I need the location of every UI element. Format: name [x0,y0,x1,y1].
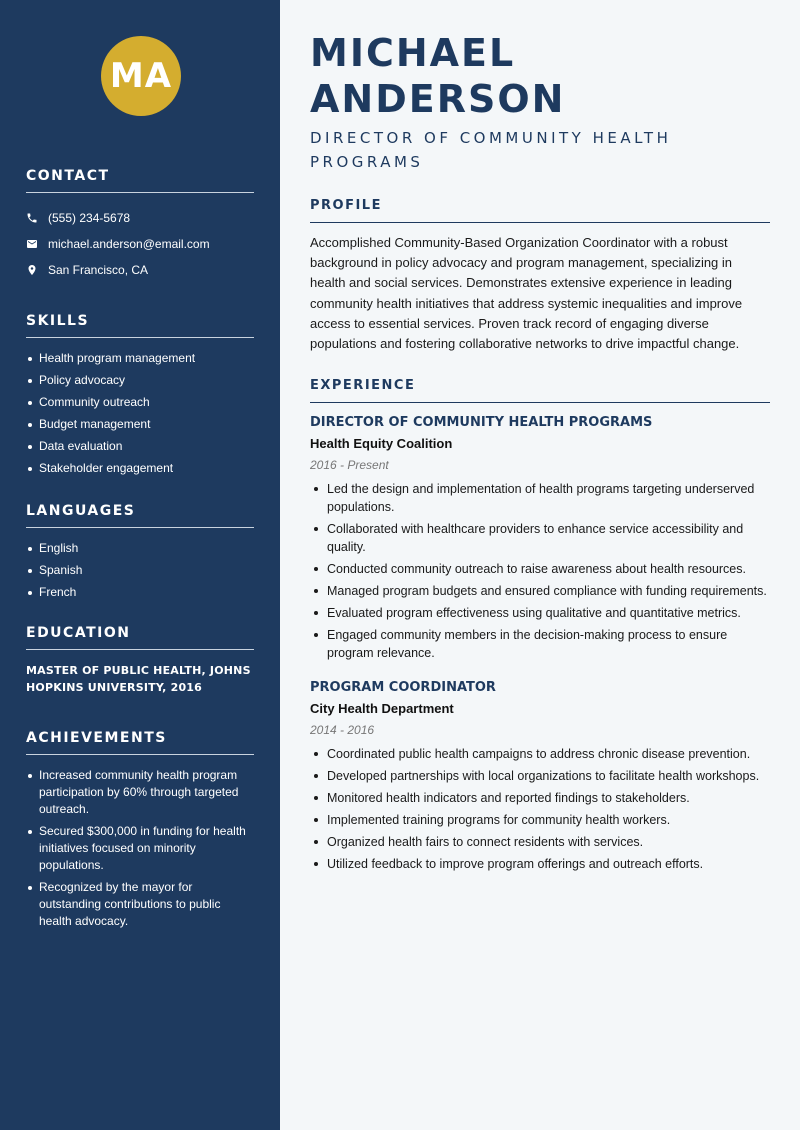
contact-section [26,168,254,283]
education-entry: MASTER OF PUBLIC HEALTH, JOHNS HOPKINS UNIVERSITY, 2016 [26,664,251,694]
skills-section [26,313,254,477]
achievement-item: Recognized by the mayor for outstanding contributions to public health advocacy. [26,879,254,930]
location-text: San Francisco, CA [48,263,149,277]
skill-item: Budget management [26,416,254,433]
achievement-item: Secured $300,000 in funding for health initiatives focused on minority populations. [26,823,254,874]
languages-section [26,503,254,601]
achievements-heading: ACHIEVEMENTS [26,730,254,755]
profile-heading: PROFILE [310,198,770,223]
job-bullet: Engaged community members in the decision-making process to ensure program relevance. [310,626,770,662]
job-bullet: Evaluated program effectiveness using qualitative and quantitative metrics. [310,604,770,622]
candidate-role: DIRECTOR OF COMMUNITY HEALTH PROGRAMS [310,129,672,171]
job-entry [310,413,770,662]
contact-location [26,257,254,283]
skills-list [26,350,254,477]
phone-text[interactable]: (555) 234-5678 [48,211,131,225]
job-bullet: Coordinated public health campaigns to address chronic disease prevention. [310,745,770,763]
experience-section [310,378,770,873]
achievements-section [26,730,254,930]
education-section [26,625,254,696]
language-item: French [26,584,254,601]
achievement-item: Increased community health program participation by 60% through targeted outreach. [26,767,254,818]
location-pin-icon [26,264,48,276]
languages-list [26,540,254,601]
contact-email [26,231,254,257]
job-title: PROGRAM COORDINATOR [310,680,496,696]
job-bullet: Developed partnerships with local organizations to facilitate health workshops. [310,767,770,785]
language-item: English [26,540,254,557]
job-company: Health Equity Coalition [310,436,453,452]
skill-item: Stakeholder engagement [26,460,254,477]
phone-icon [26,212,48,224]
skill-item: Policy advocacy [26,372,254,389]
candidate-name: MICHAEL ANDERSON [310,31,566,121]
profile-section [310,198,770,354]
skill-item: Health program management [26,350,254,367]
profile-text: Accomplished Community-Based Organization Coordinator with a robust background in policy advocacy and program management, specializing in health and social services. Demonstrates extensive experience in leading community health initiatives that address systemic inequalities and improve access to essential services. Proven track record of engaging diverse populations and fostering collaborative networks to drive impactful change. [310,235,743,352]
skill-item: Data evaluation [26,438,254,455]
job-title: DIRECTOR OF COMMUNITY HEALTH PROGRAMS [310,415,653,431]
job-bullet: Implemented training programs for community health workers. [310,811,770,829]
avatar [101,36,181,116]
job-bullet: Collaborated with healthcare providers to enhance service accessibility and quality. [310,520,770,556]
email-text[interactable]: michael.anderson@email.com [48,237,210,251]
experience-heading: EXPERIENCE [310,378,770,403]
language-item: Spanish [26,562,254,579]
job-bullet: Conducted community outreach to raise awareness about health resources. [310,560,770,578]
job-entry [310,678,770,873]
job-bullets [310,480,770,662]
main-content [280,0,800,1130]
avatar-initials: MA [109,56,173,96]
sidebar [0,0,280,1130]
job-dates: 2014 - 2016 [310,723,375,738]
skill-item: Community outreach [26,394,254,411]
contact-heading: CONTACT [26,168,254,193]
job-bullet: Utilized feedback to improve program offerings and outreach efforts. [310,855,770,873]
job-company: City Health Department [310,701,454,717]
education-heading: EDUCATION [26,625,254,650]
skills-heading: SKILLS [26,313,254,338]
job-bullet: Managed program budgets and ensured compliance with funding requirements. [310,582,770,600]
email-icon [26,238,48,250]
languages-heading: LANGUAGES [26,503,254,528]
job-bullet: Organized health fairs to connect residents with services. [310,833,770,851]
job-bullets [310,745,770,873]
contact-phone [26,205,254,231]
job-bullet: Led the design and implementation of health programs targeting underserved populations. [310,480,770,516]
job-bullet: Monitored health indicators and reported findings to stakeholders. [310,789,770,807]
job-dates: 2016 - Present [310,458,389,473]
achievements-list [26,767,254,930]
